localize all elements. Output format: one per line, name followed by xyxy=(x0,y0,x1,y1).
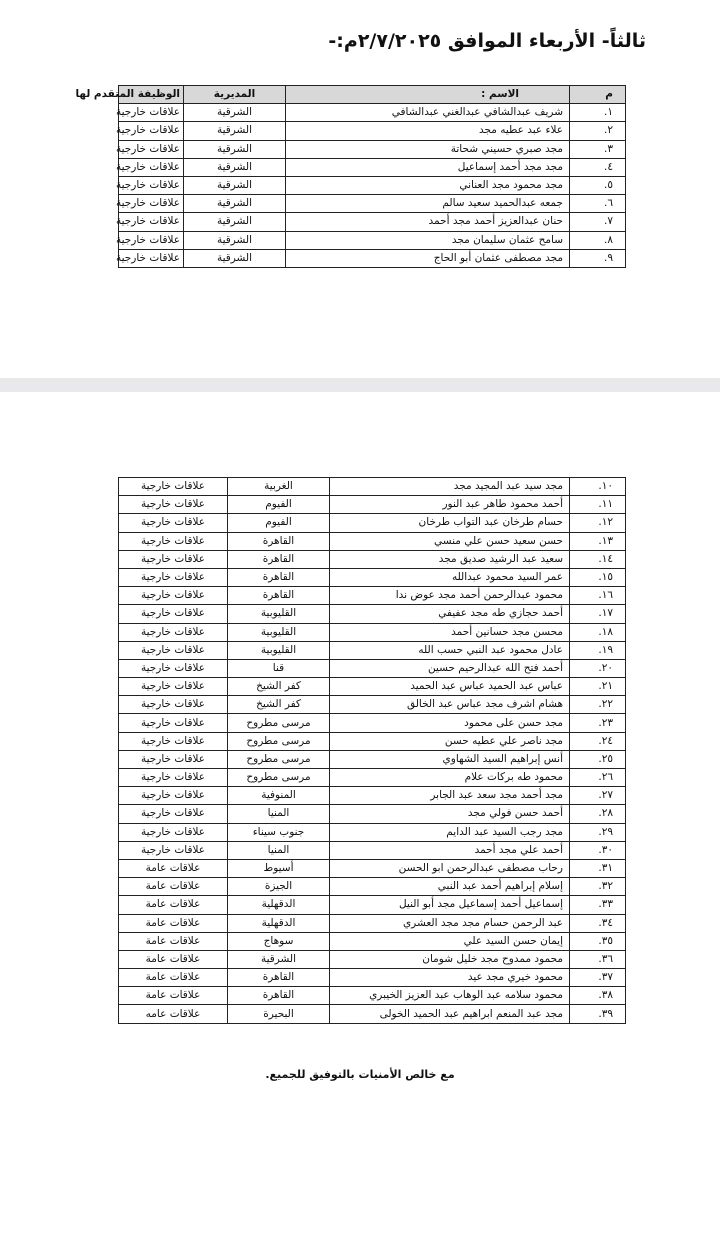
table-row xyxy=(119,231,626,249)
row-job: علاقات خارجية xyxy=(119,514,228,532)
row-name: أحمد فتح الله عبدالرحيم حسين xyxy=(330,659,570,677)
table-row xyxy=(119,605,626,623)
row-job: علاقات عامة xyxy=(119,878,228,896)
table-row xyxy=(119,249,626,267)
table-row xyxy=(119,969,626,987)
row-job: علاقات عامة xyxy=(119,914,228,932)
row-number: ١٣. xyxy=(570,532,626,550)
row-name: مجد ناصر علي عطيه حسن xyxy=(330,732,570,750)
table-row xyxy=(119,195,626,213)
row-name: عمر السيد محمود عبدالله xyxy=(330,568,570,586)
row-directorate: الفيوم xyxy=(228,514,330,532)
row-name: علاء عبد عطيه مجد xyxy=(286,122,570,140)
table-row xyxy=(119,140,626,158)
row-name: حسن سعيد حسن علي منسي xyxy=(330,532,570,550)
row-directorate: القاهرة xyxy=(228,987,330,1005)
row-job: علاقات خارجية xyxy=(119,641,228,659)
row-job: علاقات خارجية xyxy=(119,769,228,787)
row-directorate: الشرقية xyxy=(184,104,286,122)
table-row xyxy=(119,859,626,877)
row-number: ٢٣. xyxy=(570,714,626,732)
row-number: ٣٠. xyxy=(570,841,626,859)
row-directorate: الجيزة xyxy=(228,878,330,896)
row-name: مجد صبري حسيني شحاتة xyxy=(286,140,570,158)
row-job: علاقات خارجية xyxy=(119,532,228,550)
table-row xyxy=(119,678,626,696)
row-directorate: الشرقية xyxy=(184,213,286,231)
row-name: محمود عبدالرحمن أحمد مجد عوض ندا xyxy=(330,587,570,605)
row-name: محمود خيري مجد عيد xyxy=(330,969,570,987)
row-job: علاقات خارجية xyxy=(119,678,228,696)
row-name: مجد سيد عبد المجيد مجد xyxy=(330,478,570,496)
row-directorate: مرسى مطروح xyxy=(228,714,330,732)
table-row xyxy=(119,122,626,140)
row-number: ٢٢. xyxy=(570,696,626,714)
table-row xyxy=(119,823,626,841)
table-row xyxy=(119,696,626,714)
row-job: علاقات عامة xyxy=(119,859,228,877)
table-row xyxy=(119,158,626,176)
table-row xyxy=(119,769,626,787)
row-job: علاقات خارجية xyxy=(119,659,228,677)
row-number: ٢٠. xyxy=(570,659,626,677)
table-row xyxy=(119,714,626,732)
table-row xyxy=(119,532,626,550)
row-job: علاقات خارجية xyxy=(119,750,228,768)
row-number: ١. xyxy=(570,104,626,122)
row-number: ٣٨. xyxy=(570,987,626,1005)
row-directorate: الشرقية xyxy=(184,231,286,249)
row-job: علاقات خارجية xyxy=(119,195,184,213)
row-number: ٢٧. xyxy=(570,787,626,805)
candidates-table-2 xyxy=(118,477,626,1024)
row-directorate: الغربية xyxy=(228,478,330,496)
table-row xyxy=(119,932,626,950)
row-name: أحمد علي مجد أحمد xyxy=(330,841,570,859)
row-number: ٣٧. xyxy=(570,969,626,987)
row-directorate: أسيوط xyxy=(228,859,330,877)
row-name: مجد أحمد مجد سعد عبد الجابر xyxy=(330,787,570,805)
row-number: ٢١. xyxy=(570,678,626,696)
row-number: ٢٩. xyxy=(570,823,626,841)
row-name: مجد رجب السيد عبد الدايم xyxy=(330,823,570,841)
row-number: ١٩. xyxy=(570,641,626,659)
row-name: محمود طه بركات علام xyxy=(330,769,570,787)
row-directorate: مرسى مطروح xyxy=(228,769,330,787)
row-number: ٣٥. xyxy=(570,932,626,950)
row-name: أحمد محمود طاهر عبد النور xyxy=(330,496,570,514)
row-name: مجد حسن على محمود xyxy=(330,714,570,732)
row-directorate: قنا xyxy=(228,659,330,677)
row-directorate: القليوبية xyxy=(228,623,330,641)
row-number: ٢. xyxy=(570,122,626,140)
row-job: علاقات عامة xyxy=(119,932,228,950)
row-job: علاقات خارجية xyxy=(119,122,184,140)
table-row xyxy=(119,787,626,805)
row-number: ١٥. xyxy=(570,568,626,586)
row-name: محمود ممدوح مجد خليل شومان xyxy=(330,950,570,968)
row-directorate: القاهرة xyxy=(228,532,330,550)
document-page-2 xyxy=(0,392,720,1234)
row-job: علاقات خارجية xyxy=(119,714,228,732)
table-row xyxy=(119,568,626,586)
row-name: سعيد عبد الرشيد صديق مجد xyxy=(330,550,570,568)
table-row xyxy=(119,623,626,641)
row-name: جمعه عبدالحميد سعيد سالم xyxy=(286,195,570,213)
row-number: ٣٤. xyxy=(570,914,626,932)
header-name: الاسم : xyxy=(286,86,570,104)
row-number: ٩. xyxy=(570,249,626,267)
row-job: علاقات عامة xyxy=(119,896,228,914)
row-name: إيمان حسن السيد علي xyxy=(330,932,570,950)
row-job: علاقات عامة xyxy=(119,950,228,968)
row-number: ٥. xyxy=(570,176,626,194)
row-name: عادل محمود عبد النبي حسب الله xyxy=(330,641,570,659)
closing-note: مع خالص الأمنيات بالتوفيق للجميع. xyxy=(265,1068,455,1081)
row-directorate: القليوبية xyxy=(228,641,330,659)
row-name: إسماعيل أحمد إسماعيل مجد أبو النيل xyxy=(330,896,570,914)
table-row xyxy=(119,732,626,750)
row-name: حنان عبدالعزيز أحمد مجد أحمد xyxy=(286,213,570,231)
row-directorate: الشرقية xyxy=(184,176,286,194)
row-job: علاقات خارجية xyxy=(119,623,228,641)
table-row xyxy=(119,1005,626,1023)
row-number: ١٠. xyxy=(570,478,626,496)
row-job: علاقات خارجية xyxy=(119,249,184,267)
header-num: م xyxy=(570,86,626,104)
table-row xyxy=(119,550,626,568)
row-directorate: الشرقية xyxy=(184,158,286,176)
section-heading: ثالثاً- الأربعاء الموافق ٢/٧/٢٠٢٥م:- xyxy=(328,30,646,52)
row-directorate: جنوب سيناء xyxy=(228,823,330,841)
row-name: إسلام إبراهيم أحمد عبد النبي xyxy=(330,878,570,896)
row-number: ١١. xyxy=(570,496,626,514)
row-number: ٣٣. xyxy=(570,896,626,914)
row-directorate: المنوفية xyxy=(228,787,330,805)
row-name: أحمد حسن فولي مجد xyxy=(330,805,570,823)
row-name: محمود سلامه عبد الوهاب عبد العزيز الخيبري xyxy=(330,987,570,1005)
row-job: علاقات خارجية xyxy=(119,213,184,231)
row-job: علاقات خارجية xyxy=(119,805,228,823)
row-name: محسن مجد حسانين أحمد xyxy=(330,623,570,641)
row-number: ٤. xyxy=(570,158,626,176)
row-directorate: الشرقية xyxy=(184,122,286,140)
table-row xyxy=(119,104,626,122)
row-directorate: القاهرة xyxy=(228,587,330,605)
row-name: عبد الرحمن حسام مجد مجد العشري xyxy=(330,914,570,932)
table-row xyxy=(119,950,626,968)
candidates-table-1 xyxy=(75,85,626,268)
row-number: ١٨. xyxy=(570,623,626,641)
row-directorate: مرسى مطروح xyxy=(228,750,330,768)
row-job: علاقات خارجية xyxy=(119,231,184,249)
table-row xyxy=(119,914,626,932)
table-row xyxy=(119,878,626,896)
row-number: ٣٢. xyxy=(570,878,626,896)
table-header-row xyxy=(119,86,626,104)
row-number: ٣. xyxy=(570,140,626,158)
row-directorate: الدقهلية xyxy=(228,896,330,914)
row-number: ٢٤. xyxy=(570,732,626,750)
row-number: ١٧. xyxy=(570,605,626,623)
row-directorate: المنيا xyxy=(228,805,330,823)
table-row xyxy=(119,213,626,231)
row-job: علاقات خارجية xyxy=(119,550,228,568)
row-name: مجد مصطفى عثمان أبو الحاج xyxy=(286,249,570,267)
row-name: أنس إبراهيم السيد الشهاوي xyxy=(330,750,570,768)
table-row xyxy=(119,176,626,194)
row-number: ٢٥. xyxy=(570,750,626,768)
table-row xyxy=(119,496,626,514)
row-job: علاقات خارجية xyxy=(119,176,184,194)
table-row xyxy=(119,478,626,496)
row-directorate: كفر الشيخ xyxy=(228,678,330,696)
row-job: علاقات خارجية xyxy=(119,568,228,586)
header-directorate: المديرية xyxy=(184,86,286,104)
row-name: مجد مجد أحمد إسماعيل xyxy=(286,158,570,176)
table-row xyxy=(119,750,626,768)
row-number: ١٢. xyxy=(570,514,626,532)
header-job: الوظيفة المتقدم لها xyxy=(119,86,184,104)
row-number: ٦. xyxy=(570,195,626,213)
row-number: ١٤. xyxy=(570,550,626,568)
row-name: سامح عثمان سليمان مجد xyxy=(286,231,570,249)
document-page-1 xyxy=(0,0,720,378)
row-directorate: الشرقية xyxy=(184,249,286,267)
row-job: علاقات خارجية xyxy=(119,841,228,859)
row-number: ٣١. xyxy=(570,859,626,877)
row-number: ٧. xyxy=(570,213,626,231)
row-job: علاقات خارجية xyxy=(119,104,184,122)
row-job: علاقات خارجية xyxy=(119,158,184,176)
row-directorate: القاهرة xyxy=(228,550,330,568)
row-job: علاقات خارجية xyxy=(119,478,228,496)
row-directorate: الفيوم xyxy=(228,496,330,514)
row-number: ٢٦. xyxy=(570,769,626,787)
row-name: شريف عبدالشافي عبدالغني عبدالشافي xyxy=(286,104,570,122)
row-directorate: المنيا xyxy=(228,841,330,859)
row-directorate: الشرقية xyxy=(184,195,286,213)
row-directorate: القاهرة xyxy=(228,568,330,586)
row-job: علاقات خارجية xyxy=(119,732,228,750)
row-name: مجد محمود مجد العناني xyxy=(286,176,570,194)
row-job: علاقات خارجية xyxy=(119,496,228,514)
table-row xyxy=(119,514,626,532)
table-row xyxy=(119,641,626,659)
row-job: علاقات خارجية xyxy=(119,696,228,714)
table-row xyxy=(119,896,626,914)
row-job: علاقات خارجية xyxy=(119,587,228,605)
row-number: ٢٨. xyxy=(570,805,626,823)
row-directorate: القاهرة xyxy=(228,969,330,987)
row-number: ٣٩. xyxy=(570,1005,626,1023)
row-directorate: سوهاج xyxy=(228,932,330,950)
row-directorate: الشرقية xyxy=(184,140,286,158)
row-job: علاقات خارجية xyxy=(119,140,184,158)
row-directorate: البحيرة xyxy=(228,1005,330,1023)
row-name: أحمد حجازي طه مجد عفيفي xyxy=(330,605,570,623)
table-row xyxy=(119,587,626,605)
row-job: علاقات عامة xyxy=(119,969,228,987)
row-directorate: كفر الشيخ xyxy=(228,696,330,714)
row-directorate: مرسى مطروح xyxy=(228,732,330,750)
table-row xyxy=(119,841,626,859)
row-number: ٣٦. xyxy=(570,950,626,968)
row-name: هشام اشرف مجد عباس عبد الخالق xyxy=(330,696,570,714)
row-name: حسام طرخان عبد التواب طرخان xyxy=(330,514,570,532)
row-name: مجد عبد المنعم ابراهيم عبد الحميد الخولى xyxy=(330,1005,570,1023)
row-directorate: القليوبية xyxy=(228,605,330,623)
table-row xyxy=(119,805,626,823)
row-job: علاقات خارجية xyxy=(119,605,228,623)
row-directorate: الشرقية xyxy=(228,950,330,968)
row-directorate: الدقهلية xyxy=(228,914,330,932)
row-job: علاقات عامه xyxy=(119,1005,228,1023)
row-name: عباس عبد الحميد عباس عبد الحميد xyxy=(330,678,570,696)
row-number: ٨. xyxy=(570,231,626,249)
row-number: ١٦. xyxy=(570,587,626,605)
row-job: علاقات خارجية xyxy=(119,823,228,841)
table-row xyxy=(119,659,626,677)
row-job: علاقات خارجية xyxy=(119,787,228,805)
row-name: رحاب مصطفى عبدالرحمن ابو الحسن xyxy=(330,859,570,877)
row-job: علاقات عامة xyxy=(119,987,228,1005)
table-row xyxy=(119,987,626,1005)
